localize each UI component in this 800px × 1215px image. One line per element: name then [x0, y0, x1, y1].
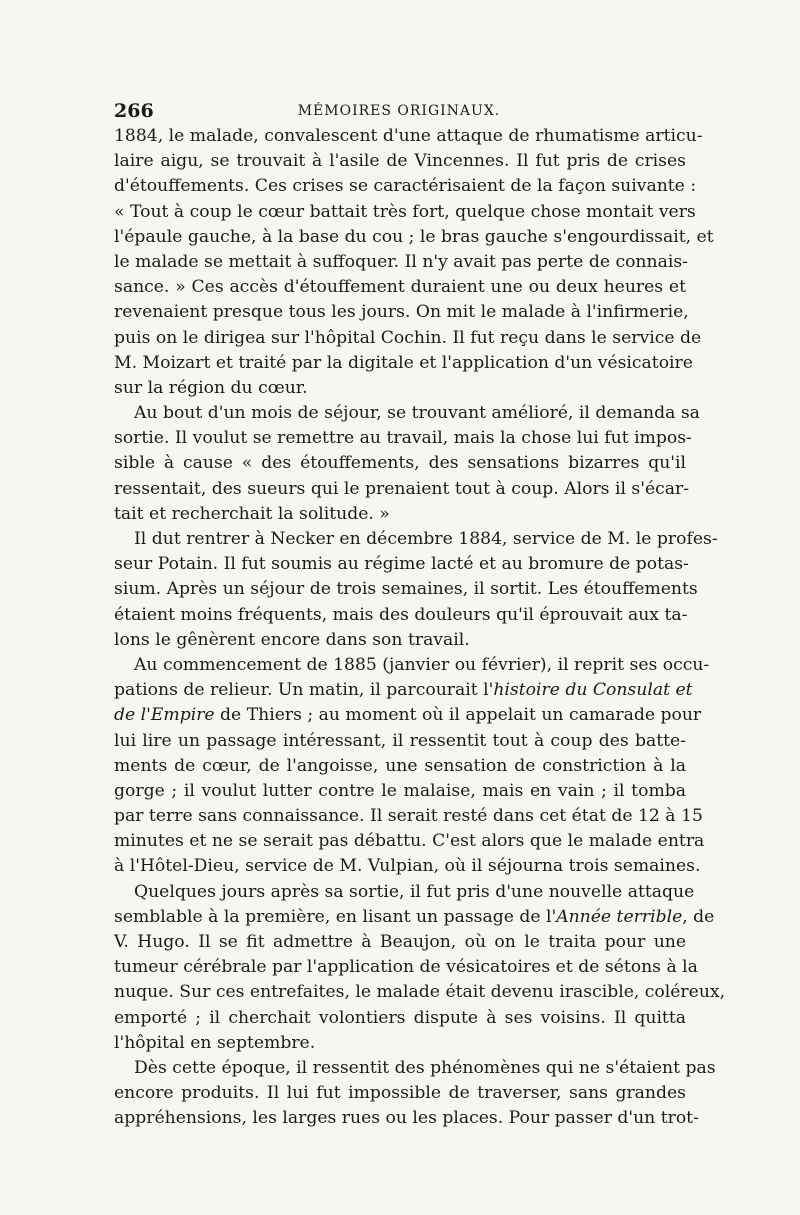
text-line: tumeur cérébrale par l'application de vésicatoires et de sétons à la: [114, 957, 698, 978]
paragraph: [114, 527, 718, 653]
text-line: Au commencement de 1885 (janvier ou février), il reprit ses occu-: [134, 654, 710, 675]
text-line: d'étouffements. Ces crises se caractérisaient de la façon suivante :: [114, 176, 697, 197]
text-line: V. Hugo. Il se fit admettre à Beaujon, où on le traita pour une: [114, 932, 686, 952]
italic-title: Année terrible: [556, 906, 683, 927]
text-line: étaient moins fréquents, mais des douleurs qu'il éprouvait aux ta-: [114, 604, 688, 625]
text-line: 1884, le malade, convalescent d'une attaque de rhumatisme articu-: [114, 126, 703, 146]
text-line: l'épaule gauche, à la base du cou ; le bras gauche s'engourdissait, et: [114, 226, 714, 247]
body-text: [114, 124, 726, 1132]
text-line: sortie. Il voulut se remettre au travail, mais la chose lui fut impos-: [114, 428, 692, 449]
text-line: gorge ; il voulut lutter contre le malaise, mais en vain ; il tomba: [114, 780, 686, 801]
text-line: le malade se mettait à suffoquer. Il n'y avait pas perte de connais-: [114, 251, 688, 272]
text-line: sur la région du cœur.: [114, 377, 308, 398]
text-line: sible à cause « des étouffements, des sensations bizarres qu'il: [114, 453, 686, 474]
text-line: seur Potain. Il fut soumis au régime lacté et au bromure de potas-: [114, 554, 689, 575]
running-title: MÉMOIRES ORIGINAUX.: [297, 103, 501, 119]
text-span: pations de relieur. Un matin, il parcourait l': [114, 680, 494, 701]
text-line: par terre sans connaissance. Il serait resté dans cet état de 12 à 15: [114, 806, 703, 827]
text-line: ressentait, des sueurs qui le prenaient tout à coup. Alors il s'écar-: [114, 478, 690, 499]
text-line: laire aigu, se trouvait à l'asile de Vincennes. Il fut pris de crises: [114, 151, 686, 172]
page-header: [114, 100, 684, 126]
italic-title: histoire du Consulat et: [493, 680, 693, 701]
text-line: M. Moizart et traité par la digitale et l'application d'un vésicatoire: [114, 352, 693, 373]
text-line: « Tout à coup le cœur battait très fort, quelque chose montait vers: [114, 201, 696, 222]
text-line: [114, 905, 715, 930]
text-span: semblable à la première, en lisant un passage de l': [114, 906, 557, 927]
text-line: Dès cette époque, il ressentit des phénomènes qui ne s'étaient pas: [134, 1057, 716, 1078]
text-line: puis on le dirigea sur l'hôpital Cochin. Il fut reçu dans le service de: [114, 327, 702, 348]
paragraph: [114, 1056, 716, 1132]
italic-title: Empire: [150, 705, 215, 726]
paragraph: [114, 124, 714, 401]
paragraph: [114, 401, 700, 527]
text-line: lons le gênèrent encore dans son travail.: [114, 629, 470, 650]
page-number: 266: [114, 100, 154, 122]
text-line: encore produits. Il lui fut impossible de traverser, sans grandes: [114, 1083, 686, 1104]
text-line: [114, 703, 702, 728]
text-line: l'hôpital en septembre.: [114, 1032, 316, 1053]
paragraph: [114, 880, 726, 1056]
text-line: emporté ; il cherchait volontiers dispute à ses voisins. Il quitta: [114, 1007, 686, 1028]
text-span: de Thiers ; au moment où il appelait un camarade pour: [214, 705, 702, 726]
text-line: Il dut rentrer à Necker en décembre 1884, service de M. le profes-: [134, 529, 718, 549]
text-span: , de: [682, 906, 715, 927]
text-line: nuque. Sur ces entrefaites, le malade était devenu irascible, coléreux,: [114, 982, 726, 1003]
text-line: sium. Après un séjour de trois semaines, il sortit. Les étouffements: [114, 579, 698, 600]
text-span: de l': [114, 705, 151, 726]
text-line: Au bout d'un mois de séjour, se trouvant amélioré, il demanda sa: [134, 403, 700, 424]
text-line: à l'Hôtel-Dieu, service de M. Vulpian, où il séjourna trois semaines.: [114, 856, 701, 877]
text-line: revenaient presque tous les jours. On mit le malade à l'infirmerie,: [114, 302, 689, 323]
paragraph: [114, 653, 710, 880]
text-line: minutes et ne se serait pas débattu. C'est alors que le malade entra: [114, 831, 705, 852]
text-line: lui lire un passage intéressant, il ressentit tout à coup des batte-: [114, 730, 686, 751]
text-line: [114, 678, 693, 703]
text-line: appréhensions, les larges rues ou les places. Pour passer d'un trot-: [114, 1108, 699, 1129]
text-line: ments de cœur, de l'angoisse, une sensation de constriction à la: [114, 755, 686, 776]
text-line: Quelques jours après sa sortie, il fut pris d'une nouvelle attaque: [134, 881, 695, 902]
text-line: tait et recherchait la solitude. »: [114, 503, 390, 524]
text-line: sance. » Ces accès d'étouffement duraient une ou deux heures et: [114, 277, 686, 298]
